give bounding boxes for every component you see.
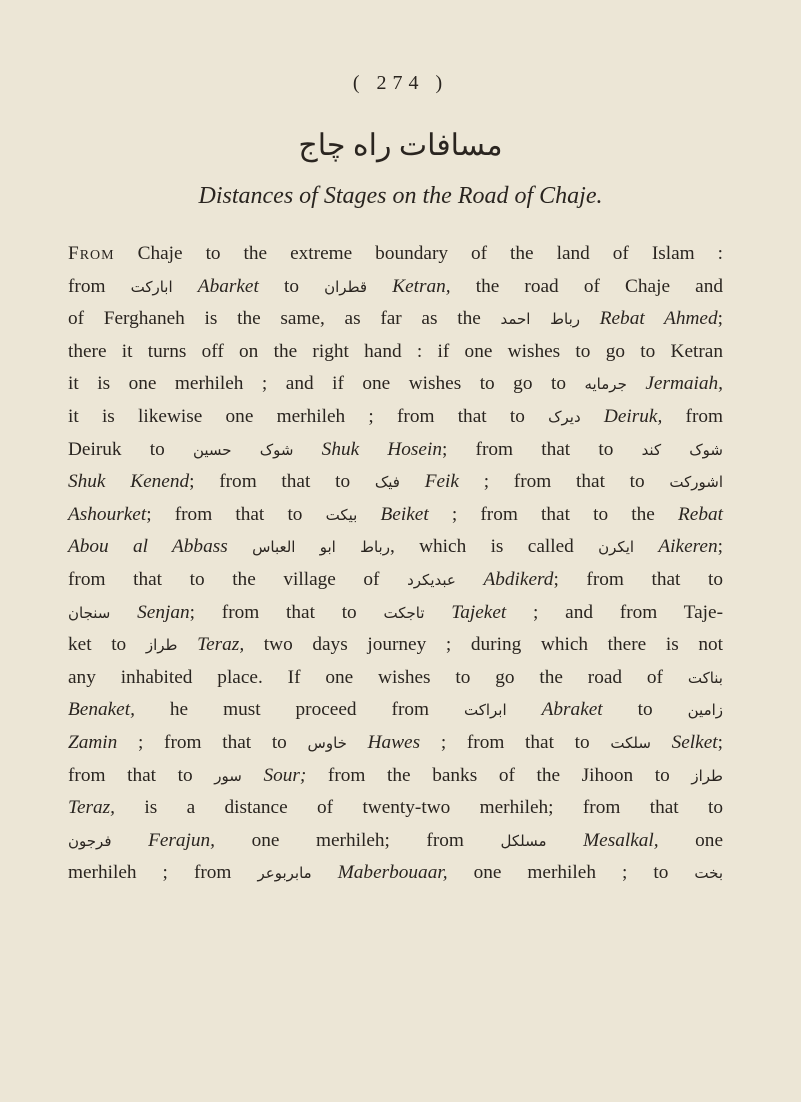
text-run: [367, 276, 392, 297]
text-run: from that to: [68, 764, 215, 786]
text-run: [228, 536, 252, 557]
text-run: [627, 373, 646, 394]
text-run: one: [658, 829, 723, 851]
text-line: [68, 466, 723, 499]
text-run: [110, 602, 137, 623]
arabic-heading: مسافات راه چاج: [298, 129, 503, 162]
text-run: [347, 732, 368, 753]
place-name-italic: Aikeren: [658, 536, 718, 558]
text-run: to: [602, 699, 688, 721]
text-run: is a distance of twenty-two merhileh; from that to: [114, 797, 723, 819]
arabic-place-name: بناکت: [687, 668, 723, 687]
text-run: [634, 536, 658, 557]
arabic-place-name: طراز: [145, 636, 178, 655]
arabic-place-name: رباط ابو العباس: [252, 538, 390, 557]
text-run: the road of Chaje and: [450, 275, 723, 297]
place-name-italic: Rebat: [678, 503, 723, 525]
text-run: ;: [717, 536, 723, 558]
body-text: [68, 238, 723, 890]
place-name-italic: Senjan: [137, 601, 190, 623]
text-line: [68, 271, 723, 304]
place-name-italic: Mesalkal,: [583, 829, 659, 851]
arabic-place-name: ایکرن: [598, 538, 635, 557]
text-run: ; from that to: [458, 471, 670, 493]
text-run: [425, 602, 452, 623]
text-run: ; from that to: [420, 731, 611, 753]
text-run: one merhileh; from: [215, 829, 501, 851]
text-line: [68, 401, 723, 434]
arabic-place-name: مابربوعر: [257, 864, 312, 883]
place-name-italic: Teraz,: [68, 797, 115, 819]
text-line: [68, 792, 723, 825]
text-line: [68, 336, 723, 369]
text-run: from: [68, 275, 131, 297]
text-run: Chaje to the extreme boundary of the land of Islam :: [114, 243, 723, 264]
arabic-place-name: بخت: [694, 864, 724, 883]
text-line: [68, 694, 723, 727]
text-run: from: [662, 405, 723, 427]
text-run: Deiruk to: [68, 438, 193, 460]
text-run: [178, 634, 198, 655]
place-name-italic: Zamin: [68, 731, 118, 753]
text-run: ;: [717, 731, 723, 753]
text-run: ; and from Taje-: [506, 601, 723, 623]
text-line: [68, 564, 723, 597]
place-name-italic: Beiket: [380, 503, 429, 525]
text-run: [357, 504, 380, 525]
section-title: Distances of Stages on the Road of Chaje.: [198, 183, 603, 209]
place-name-italic: Deiruk,: [603, 405, 663, 427]
place-name-italic: Maberbouaar,: [337, 862, 448, 884]
text-run: , which is called: [389, 536, 599, 558]
text-line: [68, 760, 723, 793]
arabic-place-name: عبدیکرد: [407, 570, 456, 589]
arabic-place-name: قطران: [324, 277, 368, 296]
place-name-italic: Abarket: [197, 275, 259, 297]
text-run: [581, 406, 604, 427]
arabic-place-name: شوک کند: [641, 440, 723, 459]
text-run: [293, 439, 321, 460]
place-name-italic: Selket: [671, 731, 718, 753]
arabic-place-name: اشورکت: [669, 473, 724, 492]
text-run: [312, 862, 338, 883]
text-line: [68, 499, 723, 532]
text-run: ket to: [68, 634, 146, 656]
place-name-italic: Abraket: [541, 699, 603, 721]
arabic-place-name: تاجکت: [383, 603, 425, 622]
place-name-italic: Shuk Kenend: [68, 471, 190, 493]
text-line: [68, 825, 723, 858]
arabic-place-name: دیرک: [548, 407, 581, 426]
text-run: from the banks of the Jihoon to: [306, 764, 692, 786]
place-name-italic: Rebat Ahmed: [599, 308, 718, 330]
text-run: any inhabited place. If one wishes to go the road of: [68, 666, 688, 688]
text-run: [547, 830, 584, 851]
text-run: of Ferghaneh is the same, as far as the: [68, 308, 501, 330]
text-run: ; from that to: [189, 601, 384, 623]
text-run: [242, 765, 264, 786]
text-run: there it turns off on the right hand : if one wishes to go to Ketran: [68, 340, 723, 362]
text-run: [651, 732, 672, 753]
arabic-place-name: رباط احمد: [500, 310, 580, 329]
arabic-place-name: بیکت: [325, 505, 358, 524]
text-line: [68, 857, 723, 890]
place-name-italic: Ashourket: [68, 503, 147, 525]
arabic-place-name: فرجون: [68, 831, 112, 850]
text-run: ; from that to the: [428, 503, 679, 525]
arabic-place-name: جرمایه: [584, 375, 627, 394]
arabic-place-name: سلکت: [610, 733, 651, 752]
place-name-italic: Tajeket: [451, 601, 507, 623]
place-name-italic: Jermaiah,: [645, 373, 723, 395]
place-name-italic: Abou al Abbass: [68, 536, 228, 558]
text-run: ; from that to: [146, 503, 326, 525]
text-run: two days journey ; during which there is not: [244, 634, 723, 656]
text-line: [68, 727, 723, 760]
place-name-italic: Ferajun,: [148, 829, 216, 851]
arabic-place-name: سنجان: [68, 603, 111, 622]
text-run: [173, 276, 198, 297]
place-name-italic: Sour;: [263, 764, 307, 786]
opening-word: From: [68, 243, 115, 264]
text-run: [456, 569, 484, 590]
text-run: ; from that to: [441, 438, 642, 460]
text-run: [507, 699, 542, 720]
text-run: [580, 308, 600, 329]
text-run: [111, 830, 148, 851]
place-name-italic: Abdikerd: [483, 568, 554, 590]
place-name-italic: Benaket,: [68, 699, 135, 721]
place-name-italic: Feik: [424, 471, 459, 493]
text-run: to: [258, 275, 325, 297]
place-name-italic: Shuk Hosein: [321, 438, 442, 460]
text-line: [68, 629, 723, 662]
arabic-place-name: طراز: [691, 766, 723, 785]
text-run: ; from that to: [117, 731, 308, 753]
arabic-place-name: مسلکل: [500, 831, 547, 850]
text-line: [68, 368, 723, 401]
text-run: [400, 471, 425, 492]
place-name-italic: Hawes: [367, 731, 421, 753]
arabic-place-name: ابراکت: [463, 701, 507, 720]
text-run: ; from that to: [189, 471, 375, 493]
text-line: [68, 434, 723, 467]
text-run: merhileh ; from: [68, 862, 258, 884]
text-run: it is one merhileh ; and if one wishes to go to: [68, 373, 585, 395]
text-run: one merhileh ; to: [447, 862, 695, 884]
place-name-italic: Teraz,: [197, 634, 245, 656]
text-line: [68, 238, 723, 271]
arabic-place-name: شوک حسین: [192, 440, 294, 459]
text-line: [68, 531, 723, 564]
text-line: [68, 662, 723, 695]
text-run: from that to the village of: [68, 568, 408, 590]
text-line: [68, 303, 723, 336]
text-line: [68, 597, 723, 630]
arabic-place-name: ابارکت: [130, 277, 173, 296]
text-run: he must proceed from: [134, 699, 464, 721]
arabic-place-name: فیک: [374, 473, 400, 492]
text-run: it is likewise one merhileh ; from that to: [68, 405, 549, 427]
arabic-place-name: زامین: [687, 701, 724, 720]
page-number: ( 274 ): [352, 72, 449, 94]
text-run: ;: [717, 308, 723, 330]
arabic-place-name: سور: [214, 766, 242, 785]
text-run: ; from that to: [553, 568, 723, 590]
arabic-place-name: خاوس: [307, 733, 347, 752]
place-name-italic: Ketran,: [392, 275, 451, 297]
